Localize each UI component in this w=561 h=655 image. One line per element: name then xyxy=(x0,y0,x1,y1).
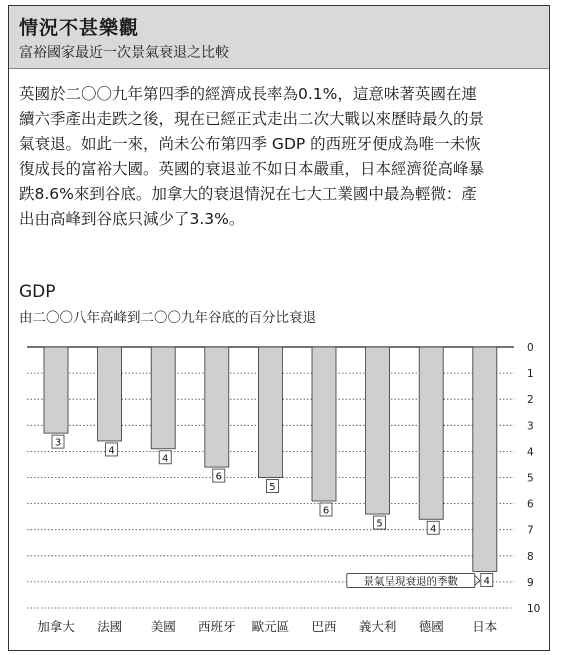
x-tick-label: 義大利 xyxy=(358,619,397,634)
bar xyxy=(473,347,497,571)
bar xyxy=(151,347,175,449)
article-title: 情況不甚樂觀 xyxy=(19,17,140,39)
y-tick-label: 4 xyxy=(527,446,534,459)
chart-subtitle: 由二〇〇八年高峰到二〇〇九年谷底的百分比衰退 xyxy=(19,310,316,326)
y-tick-label: 3 xyxy=(527,420,534,433)
chart-title: GDP xyxy=(19,282,56,302)
x-tick-label: 加拿大 xyxy=(37,619,75,634)
x-tick-label: 日本 xyxy=(472,619,498,634)
quarter-label: 3 xyxy=(54,437,62,449)
bar xyxy=(205,347,229,467)
body-line: 續六季產出走跌之後，現在已經正式走出二次大戰以來歷時最久的景 xyxy=(19,110,485,128)
body-line: 氣衰退。如此一來，尚未公布第四季 GDP 的西班牙便成為唯一未恢 xyxy=(19,135,481,153)
article-frame xyxy=(8,5,550,651)
x-tick-label: 西班牙 xyxy=(198,619,236,634)
y-tick-label: 8 xyxy=(527,550,534,563)
quarter-label: 4 xyxy=(108,445,115,457)
body-line: 出由高峰到谷底只減少了3.3%。 xyxy=(19,210,245,228)
gdp-bar-chart xyxy=(9,6,549,650)
quarter-label: 5 xyxy=(269,482,276,493)
bar xyxy=(258,347,282,478)
annotation-pointer xyxy=(475,575,480,585)
y-tick-label: 0 xyxy=(527,342,534,354)
quarter-label: 6 xyxy=(215,471,222,483)
body-line: 跌8.6%來到谷底。加拿大的衰退情況在七大工業國中最為輕微：產 xyxy=(19,185,477,203)
bar xyxy=(312,347,336,501)
x-tick-label: 美國 xyxy=(150,619,176,634)
body-line: 英國於二〇〇九年第四季的經濟成長率為0.1%，這意味著英國在連 xyxy=(19,85,477,103)
bar xyxy=(44,347,68,433)
bar xyxy=(366,347,390,514)
x-tick-label: 法國 xyxy=(97,619,123,634)
y-tick-label: 5 xyxy=(527,472,534,485)
y-tick-label: 10 xyxy=(527,603,541,615)
y-tick-label: 6 xyxy=(527,498,534,511)
body-line: 復成長的富裕大國。英國的衰退並不如日本嚴重，日本經濟從高峰暴 xyxy=(19,160,485,178)
x-tick-label: 德國 xyxy=(418,619,444,634)
quarter-label: 4 xyxy=(430,523,437,535)
y-tick-label: 1 xyxy=(527,368,534,381)
quarter-label: 6 xyxy=(322,505,330,517)
quarter-label: 5 xyxy=(376,518,383,530)
article-subtitle: 富裕國家最近一次景氣衰退之比較 xyxy=(19,45,229,61)
bar xyxy=(419,347,443,519)
annotation-text: 景氣呈現衰退的季數 xyxy=(363,575,459,588)
x-tick-label: 歐元區 xyxy=(251,619,290,634)
quarter-label: 4 xyxy=(483,575,490,587)
y-tick-label: 7 xyxy=(527,524,534,537)
x-tick-label: 巴西 xyxy=(311,619,337,634)
y-tick-label: 2 xyxy=(527,394,534,407)
y-tick-label: 9 xyxy=(527,576,534,589)
bar xyxy=(98,347,122,441)
quarter-label: 4 xyxy=(162,453,169,465)
